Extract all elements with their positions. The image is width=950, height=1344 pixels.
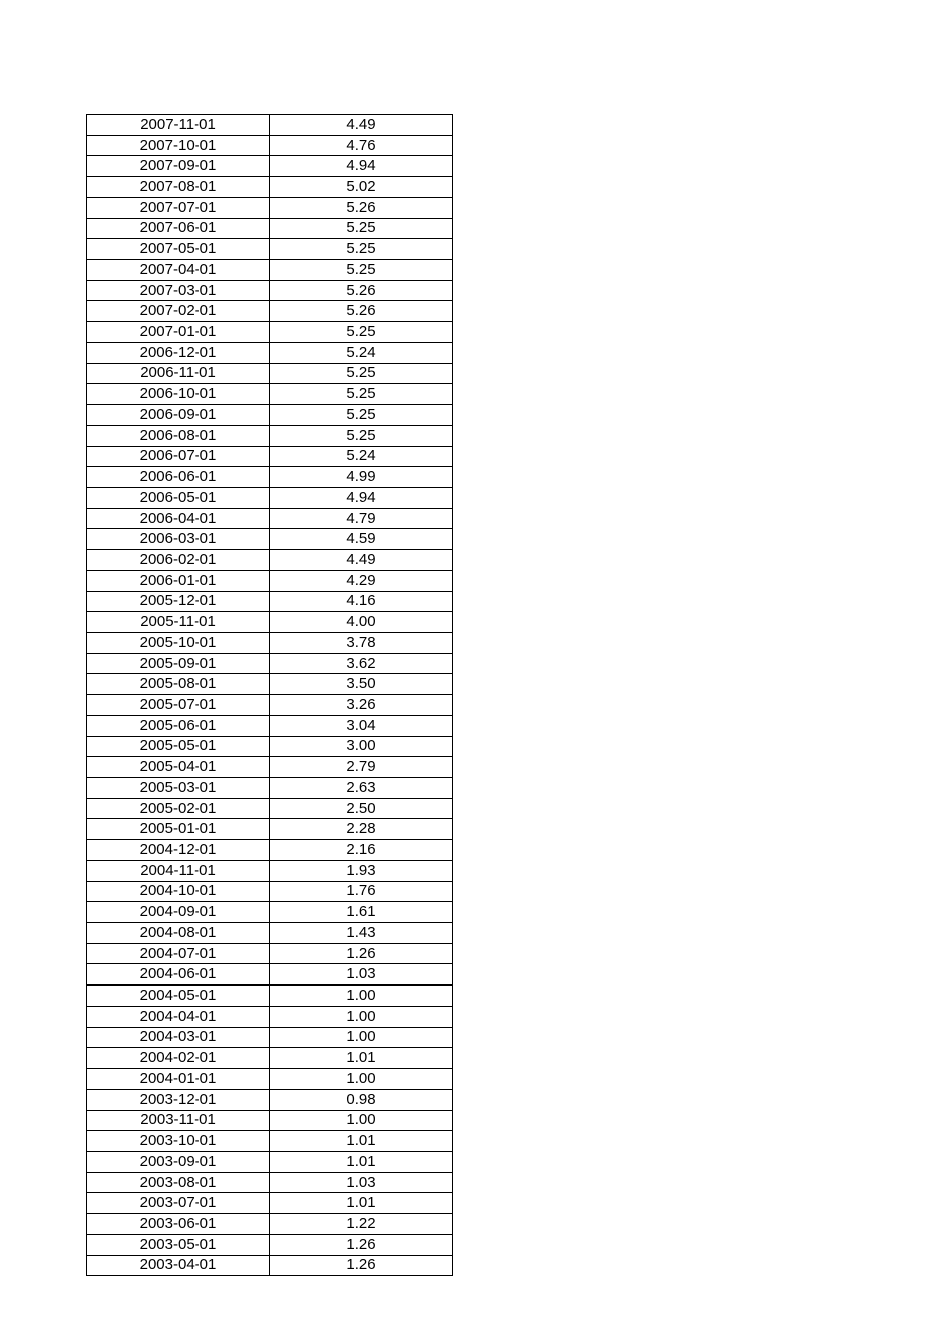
date-cell: 2005-02-01 [87,798,270,819]
date-cell: 2004-04-01 [87,1006,270,1027]
value-cell: 1.01 [270,1193,453,1214]
value-cell: 1.01 [270,1131,453,1152]
date-cell: 2005-08-01 [87,674,270,695]
value-cell: 1.00 [270,1069,453,1090]
value-cell: 1.26 [270,1234,453,1255]
date-cell: 2006-05-01 [87,487,270,508]
table-row [87,467,453,488]
value-cell: 1.00 [270,1006,453,1027]
value-cell: 1.43 [270,923,453,944]
table-row [87,881,453,902]
value-cell: 4.00 [270,612,453,633]
table-row [87,1131,453,1152]
table-row [87,322,453,343]
table-row [87,508,453,529]
table-row [87,591,453,612]
table-row [87,550,453,571]
table-row [87,570,453,591]
date-cell: 2003-04-01 [87,1255,270,1276]
value-cell: 1.22 [270,1214,453,1235]
value-cell: 4.16 [270,591,453,612]
date-cell: 2004-09-01 [87,902,270,923]
table-row [87,985,453,1006]
date-cell: 2007-11-01 [87,115,270,136]
value-cell: 2.28 [270,819,453,840]
date-cell: 2006-03-01 [87,529,270,550]
value-cell: 3.04 [270,715,453,736]
table-row [87,902,453,923]
table-row [87,135,453,156]
date-cell: 2006-01-01 [87,570,270,591]
date-cell: 2004-08-01 [87,923,270,944]
value-cell: 5.25 [270,425,453,446]
value-cell: 1.01 [270,1151,453,1172]
table-row [87,757,453,778]
value-cell: 5.25 [270,384,453,405]
value-cell: 4.29 [270,570,453,591]
date-cell: 2005-03-01 [87,778,270,799]
date-cell: 2003-05-01 [87,1234,270,1255]
value-cell: 0.98 [270,1089,453,1110]
value-cell: 1.00 [270,985,453,1006]
date-cell: 2003-11-01 [87,1110,270,1131]
table-row [87,218,453,239]
table-row [87,1151,453,1172]
value-cell: 2.79 [270,757,453,778]
table-row [87,612,453,633]
date-cell: 2004-01-01 [87,1069,270,1090]
date-cell: 2004-12-01 [87,840,270,861]
value-cell: 3.78 [270,632,453,653]
date-cell: 2007-05-01 [87,239,270,260]
table-row [87,1214,453,1235]
date-cell: 2006-04-01 [87,508,270,529]
date-cell: 2003-08-01 [87,1172,270,1193]
date-cell: 2007-03-01 [87,280,270,301]
table-row [87,1110,453,1131]
table-row [87,1255,453,1276]
table-row [87,384,453,405]
table-row [87,943,453,964]
value-cell: 5.25 [270,239,453,260]
table-row [87,923,453,944]
date-cell: 2006-09-01 [87,405,270,426]
value-cell: 1.93 [270,860,453,881]
value-cell: 5.25 [270,260,453,281]
date-cell: 2004-07-01 [87,943,270,964]
value-cell: 3.00 [270,736,453,757]
value-cell: 5.02 [270,177,453,198]
table-row [87,363,453,384]
date-cell: 2007-04-01 [87,260,270,281]
table-row [87,1048,453,1069]
table-row [87,260,453,281]
value-cell: 4.76 [270,135,453,156]
value-cell: 5.26 [270,280,453,301]
table-row [87,715,453,736]
date-cell: 2007-07-01 [87,197,270,218]
table-row [87,280,453,301]
value-cell: 1.76 [270,881,453,902]
value-cell: 4.49 [270,115,453,136]
table-row [87,860,453,881]
date-cell: 2004-10-01 [87,881,270,902]
date-cell: 2005-04-01 [87,757,270,778]
table-row [87,819,453,840]
table-row [87,1172,453,1193]
date-cell: 2006-02-01 [87,550,270,571]
date-cell: 2003-07-01 [87,1193,270,1214]
value-cell: 1.61 [270,902,453,923]
date-cell: 2006-07-01 [87,446,270,467]
date-cell: 2007-06-01 [87,218,270,239]
date-cell: 2003-10-01 [87,1131,270,1152]
date-cell: 2004-06-01 [87,964,270,985]
date-cell: 2005-01-01 [87,819,270,840]
value-cell: 1.00 [270,1027,453,1048]
table-row [87,239,453,260]
date-cell: 2004-11-01 [87,860,270,881]
date-cell: 2006-08-01 [87,425,270,446]
table-row [87,778,453,799]
value-cell: 5.24 [270,446,453,467]
date-cell: 2004-02-01 [87,1048,270,1069]
value-cell: 4.99 [270,467,453,488]
table-row [87,425,453,446]
table-row [87,632,453,653]
table-row [87,487,453,508]
value-cell: 4.59 [270,529,453,550]
date-cell: 2005-10-01 [87,632,270,653]
date-cell: 2007-01-01 [87,322,270,343]
table-row [87,301,453,322]
value-cell: 4.94 [270,156,453,177]
table-row [87,964,453,985]
date-cell: 2003-09-01 [87,1151,270,1172]
value-cell: 1.26 [346,1256,376,1274]
date-cell: 2006-11-01 [87,363,270,384]
table-row [87,115,453,136]
date-cell: 2005-11-01 [87,612,270,633]
table-row [87,197,453,218]
date-cell: 2007-02-01 [87,301,270,322]
value-cell: 3.26 [270,695,453,716]
date-cell: 2004-03-01 [87,1027,270,1048]
value-cell: 5.25 [270,405,453,426]
table-row [87,1089,453,1110]
value-cell: 5.26 [270,197,453,218]
value-cell: 2.50 [270,798,453,819]
date-cell: 2006-12-01 [87,342,270,363]
date-cell: 2005-07-01 [87,695,270,716]
date-cell: 2006-06-01 [87,467,270,488]
value-cell: 3.50 [270,674,453,695]
date-cell: 2007-10-01 [87,135,270,156]
value-cell: 4.94 [270,487,453,508]
table-row [87,1193,453,1214]
value-cell: 1.00 [270,1110,453,1131]
date-cell: 2005-05-01 [87,736,270,757]
table-row [87,798,453,819]
table-row [87,736,453,757]
date-cell: 2006-10-01 [87,384,270,405]
table-row [87,653,453,674]
table-row [87,1234,453,1255]
table-row [87,1027,453,1048]
date-cell: 2004-05-01 [87,985,270,1006]
table-row [87,1069,453,1090]
table-row [87,177,453,198]
value-cell: 1.26 [270,943,453,964]
table-row [87,405,453,426]
table-row [87,674,453,695]
date-cell: 2005-09-01 [87,653,270,674]
date-cell: 2007-08-01 [87,177,270,198]
value-cell: 1.03 [270,964,453,985]
value-cell: 2.16 [270,840,453,861]
date-cell: 2005-06-01 [87,715,270,736]
table-row [87,1006,453,1027]
table-row [87,156,453,177]
date-cell: 2007-09-01 [87,156,270,177]
value-cell: 1.01 [270,1048,453,1069]
table-row [87,840,453,861]
value-cell: 2.63 [270,778,453,799]
data-table-body [87,115,453,1276]
value-cell: 5.25 [270,218,453,239]
value-cell: 4.79 [270,508,453,529]
data-table [86,114,453,1276]
value-cell: 3.62 [270,653,453,674]
value-cell: 5.24 [270,342,453,363]
table-row [87,695,453,716]
date-cell: 2003-12-01 [87,1089,270,1110]
value-cell: 4.49 [270,550,453,571]
date-cell: 2003-06-01 [87,1214,270,1235]
value-cell: 5.25 [270,363,453,384]
date-cell: 2005-12-01 [87,591,270,612]
value-cell: 5.25 [270,322,453,343]
table-row [87,529,453,550]
value-cell: 1.03 [270,1172,453,1193]
table-row [87,446,453,467]
value-cell: 5.26 [270,301,453,322]
table-row [87,342,453,363]
